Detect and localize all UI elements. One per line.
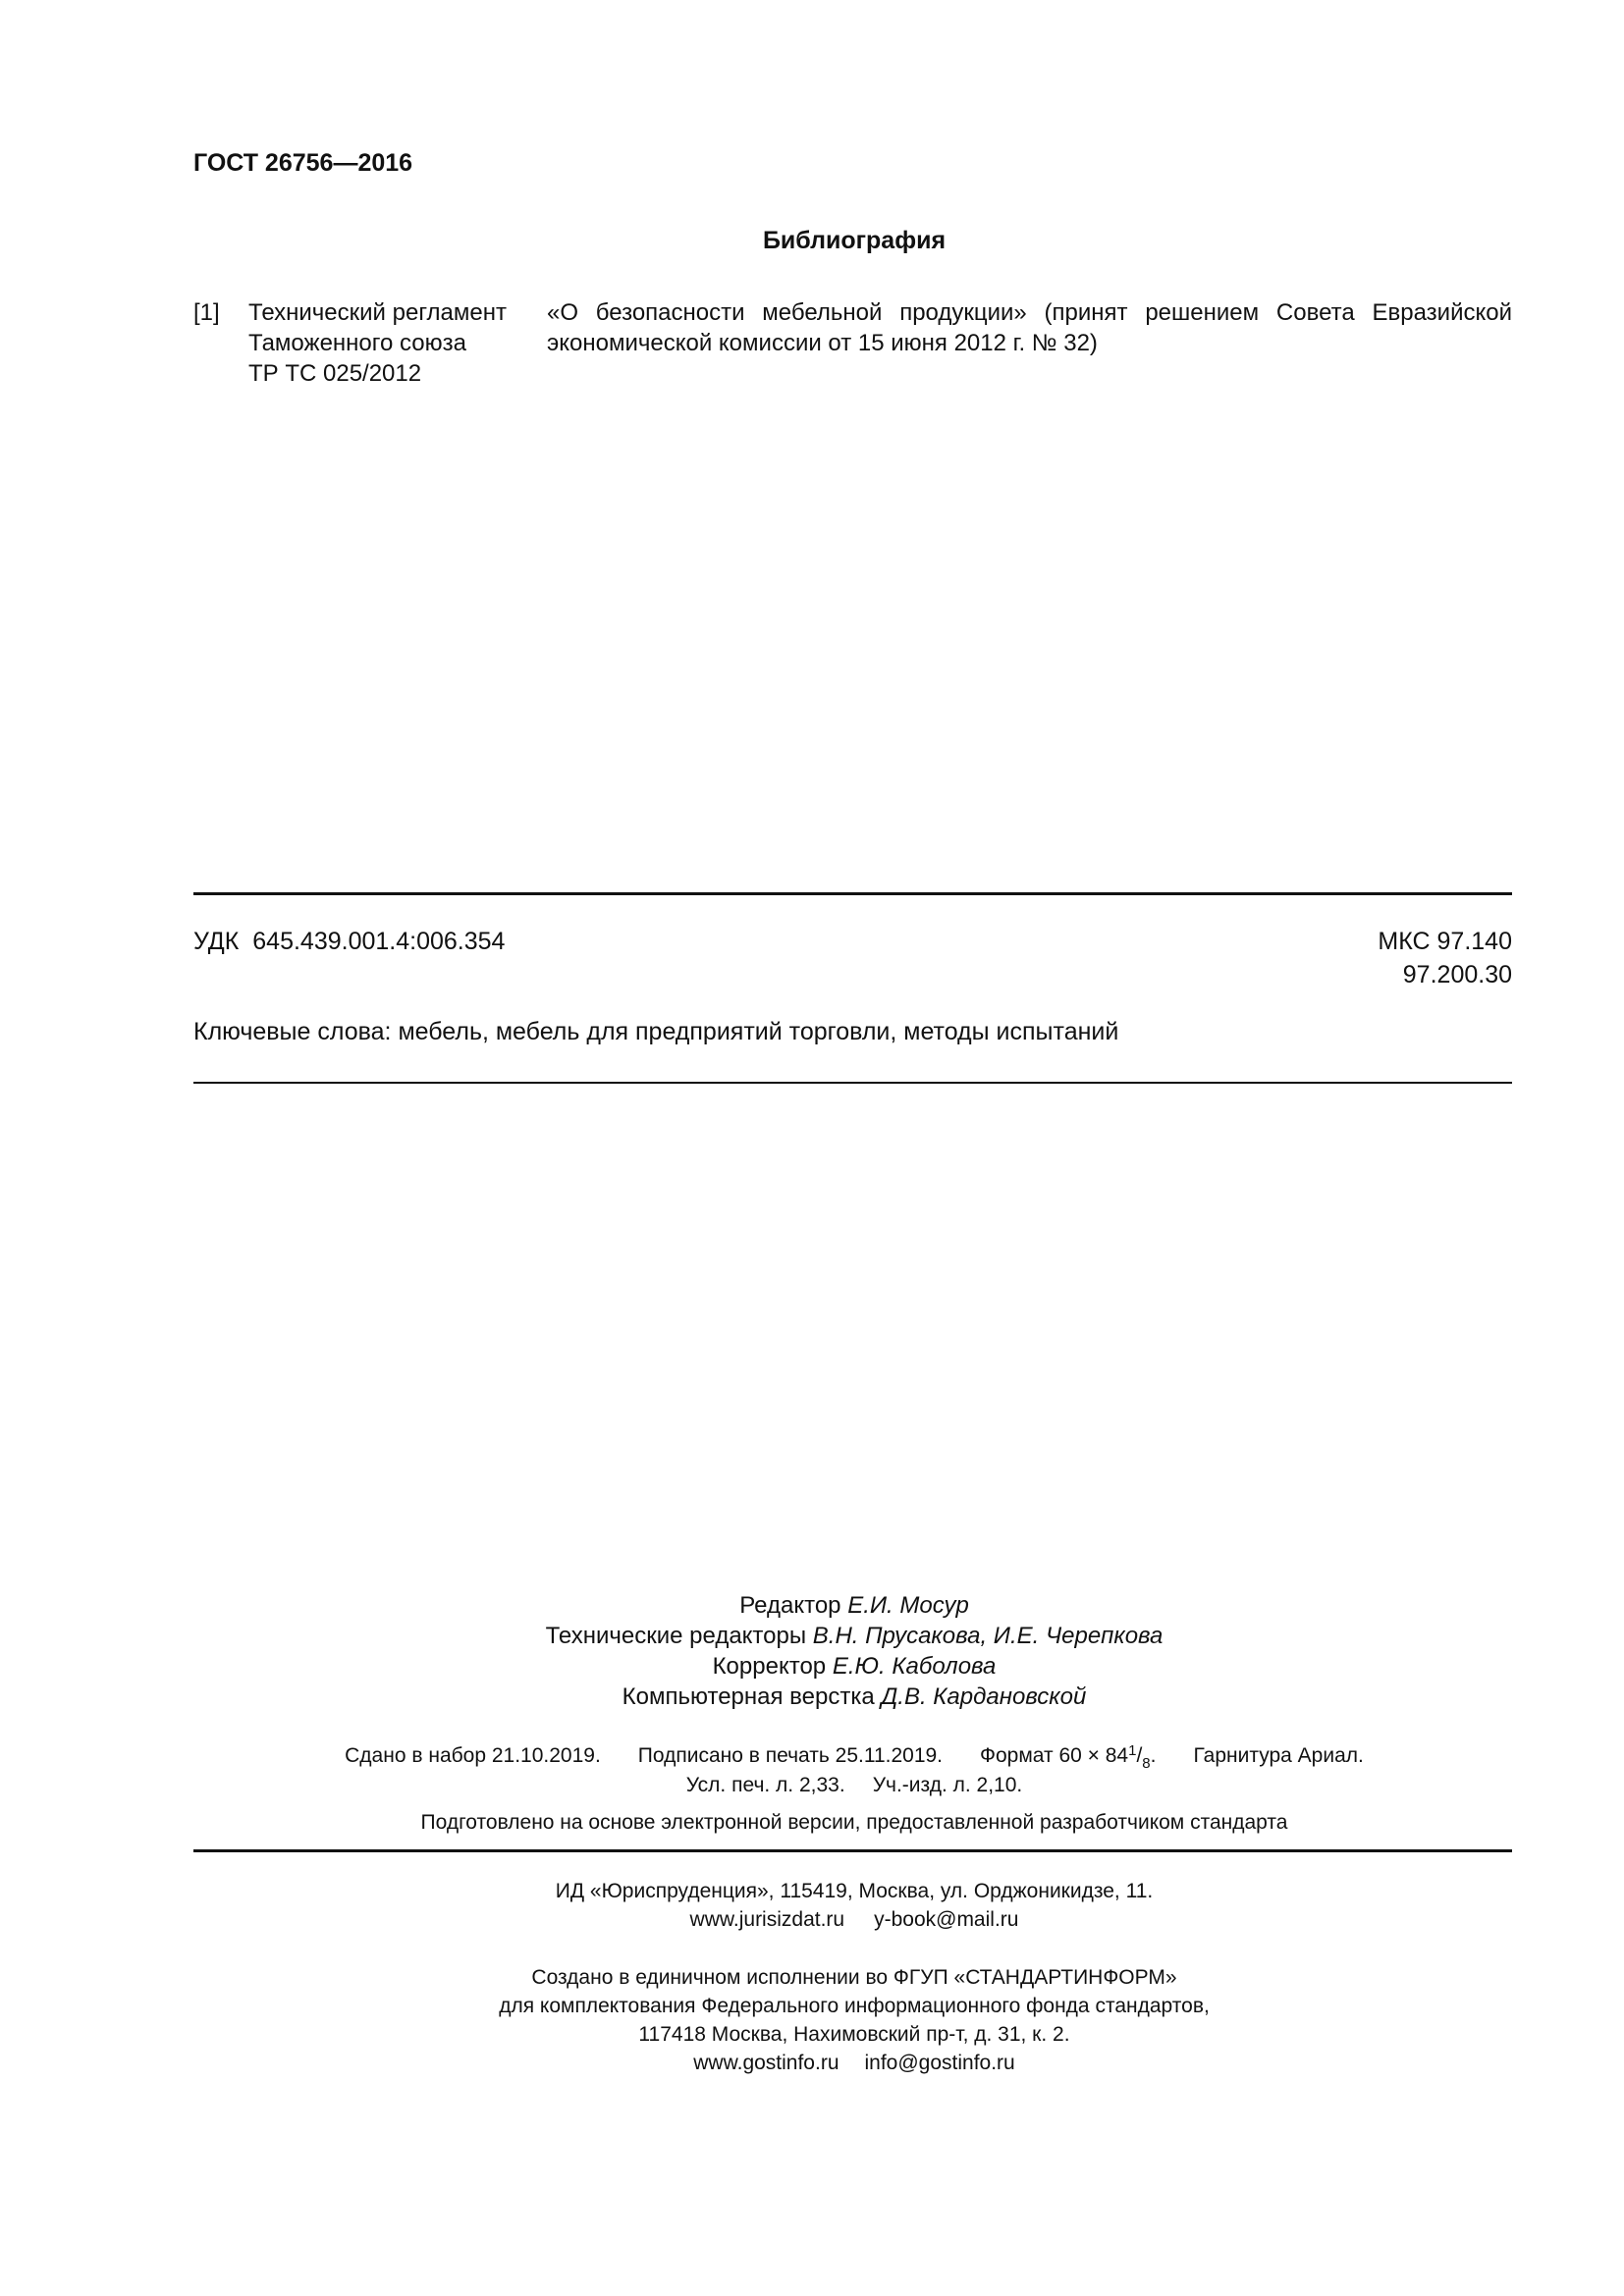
- bibliography-entry-description: «О безопасности мебельной продукции» (принят решением Совета Евразийской экономической комиссии от 15 июня 2012 г. № 32): [547, 299, 1512, 356]
- publisher-contacts: [0, 1905, 1624, 1934]
- publisher-email: y-book@mail.ru: [874, 1908, 1019, 1931]
- mks-line: МКС 97.140: [1378, 928, 1512, 955]
- mks-line: 97.200.30: [1402, 961, 1512, 988]
- print-sheets: Усл. печ. л. 2,33.: [685, 1774, 845, 1796]
- created-contacts: [0, 2049, 1624, 2077]
- tech-editors-names: В.Н. Прусакова, И.Е. Черепкова: [812, 1623, 1164, 1649]
- publisher-block: [0, 1877, 1624, 1934]
- udk-label: УДК: [193, 928, 240, 955]
- created-website: www.gostinfo.ru: [693, 2052, 839, 2074]
- pub-sheets: Уч.-изд. л. 2,10.: [872, 1774, 1023, 1796]
- prepared-note: Подготовлено на основе электронной версии, предоставленной разработчиком стандарта: [420, 1811, 1288, 1834]
- document-number: ГОСТ 26756—2016: [193, 149, 413, 177]
- bibliography-entry-name-line: Технический регламент: [248, 299, 507, 326]
- layout-line: Компьютерная верстка Д.В. Кардановской: [622, 1683, 1087, 1710]
- keywords: Ключевые слова: мебель, мебель для предприятий торговли, методы испытаний: [193, 1018, 1119, 1045]
- tech-editors-line: Технические редакторы В.Н. Прусакова, И.Е. Черепкова: [545, 1623, 1164, 1649]
- editor-name: Е.И. Мосур: [847, 1592, 969, 1619]
- submitted-date: Сдано в набор 21.10.2019.: [345, 1744, 601, 1767]
- corrector-name: Е.Ю. Каболова: [832, 1653, 997, 1680]
- created-block: [0, 1963, 1624, 2077]
- udk-line: [193, 925, 505, 958]
- divider-keywords: [193, 1082, 1512, 1084]
- signed-date: Подписано в печать 25.11.2019.: [637, 1744, 944, 1767]
- paper-format: Формат $60 \times 84^1/_8$.: [980, 1742, 1157, 1772]
- publisher-address: ИД «Юриспруденция», 115419, Москва, ул. Орджоникидзе, 11.: [555, 1880, 1154, 1902]
- print-info: [0, 1741, 1624, 1800]
- print-info-line: [0, 1741, 1624, 1771]
- bibliography-entry-name: [248, 297, 543, 389]
- udk-value: 645.439.001.4:006.354: [252, 928, 506, 955]
- typeface: Гарнитура Ариал.: [1193, 1744, 1364, 1767]
- print-sheets-line: [0, 1771, 1624, 1800]
- corrector-line: Корректор Е.Ю. Каболова: [712, 1653, 997, 1680]
- created-line: Создано в единичном исполнении во ФГУП «СТАНДАРТИНФОРМ»: [531, 1966, 1177, 1989]
- editor-line: Редактор Е.И. Мосур: [739, 1592, 969, 1619]
- divider-publisher: [193, 1849, 1512, 1852]
- bibliography-entry-name-line: ТР ТС 025/2012: [248, 360, 422, 387]
- layout-name: Д.В. Кардановской: [881, 1683, 1087, 1710]
- created-email: info@gostinfo.ru: [864, 2052, 1015, 2074]
- credits-block: [0, 1590, 1624, 1712]
- divider-top: [193, 892, 1512, 895]
- mks-block: [1178, 925, 1512, 991]
- bibliography-title: Библиография: [762, 227, 947, 254]
- created-line: для комплектования Федерального информационного фонда стандартов,: [499, 1995, 1210, 2017]
- bibliography-entry-number: [1]: [193, 299, 220, 326]
- bibliography-entry-name-line: Таможенного союза: [248, 330, 466, 356]
- created-line: 117418 Москва, Нахимовский пр-т, д. 31, к. 2.: [638, 2023, 1070, 2046]
- publisher-website: www.jurisizdat.ru: [689, 1908, 845, 1931]
